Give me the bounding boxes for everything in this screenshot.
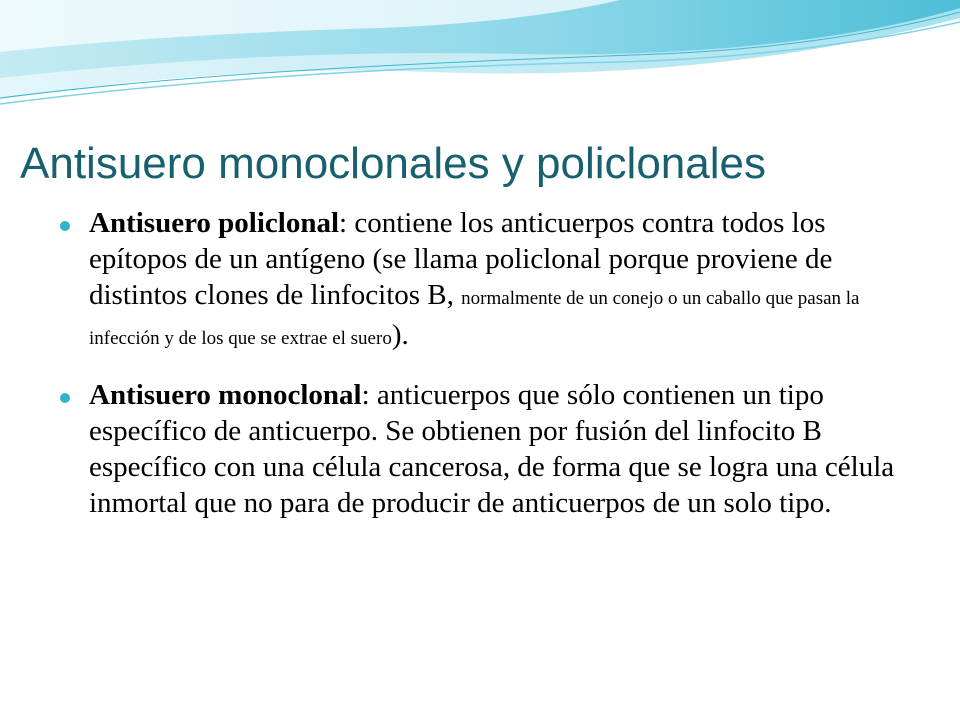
bullet-closing: ). bbox=[391, 319, 409, 351]
bullet-list bbox=[60, 205, 920, 541]
bullet-term: Antisuero monoclonal bbox=[89, 379, 362, 411]
bullet-term: Antisuero policlonal bbox=[89, 207, 340, 239]
bullet-text: : contiene los anticuerpos contra todos los epítopos de un antígeno (se llama policlonal porque proviene de distintos clones de linfocitos B, bbox=[89, 207, 833, 311]
bullet-item-policlonal bbox=[60, 205, 920, 357]
bullet-dot-icon bbox=[60, 393, 70, 403]
bullet-item-monoclonal bbox=[60, 377, 920, 521]
bullet-note: normalmente de un conejo o un caballo que pasan la infección y de los que se extrae el suero bbox=[89, 288, 860, 349]
bullet-text: : anticuerpos que sólo contienen un tipo específico de anticuerpo. Se obtienen por fusión del linfocito B específico con una célula cancerosa, de forma que se logra una célula inmortal que no para de producir de anticuerpos de un solo tipo. bbox=[89, 379, 895, 519]
bullet-dot-icon bbox=[60, 221, 70, 231]
slide-title: Antisuero monoclonales y policlonales bbox=[20, 139, 766, 188]
header-wave-decoration bbox=[0, 0, 960, 120]
